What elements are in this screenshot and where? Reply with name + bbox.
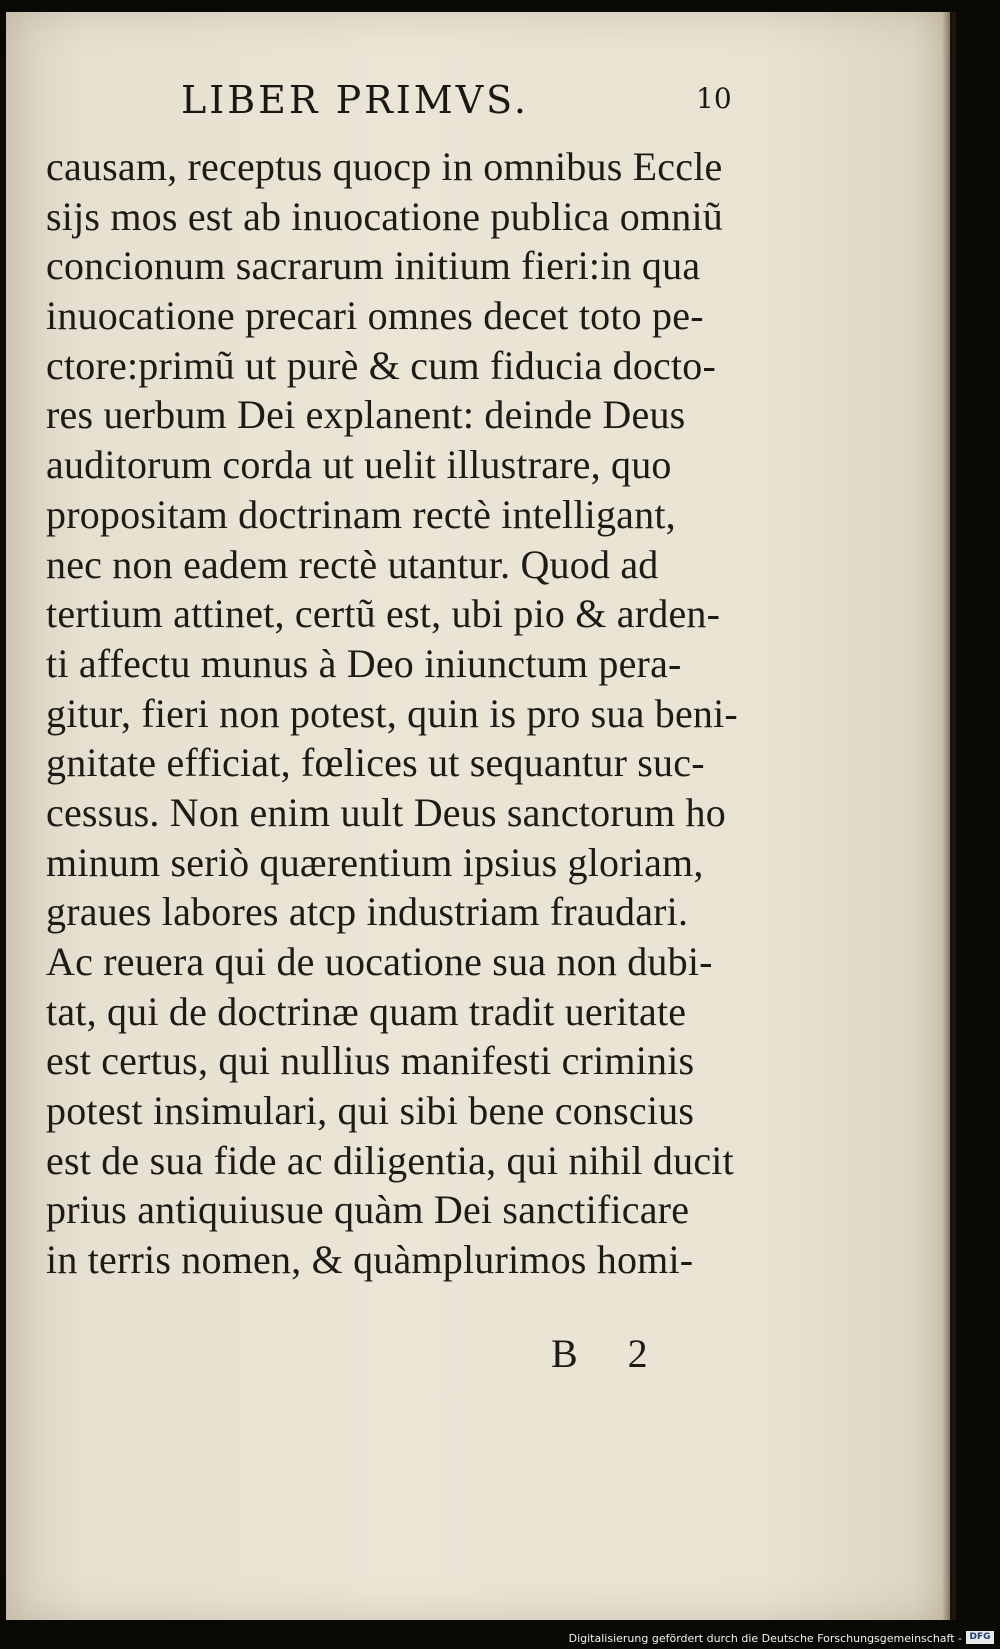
text-line: tat, qui de doctrinæ quam tradit ueritate [46,988,687,1034]
page-header [6,74,950,134]
folio-number: 10 [696,82,732,115]
text-line: inuocatione precari omnes decet toto pe- [46,293,704,339]
book-page [6,12,950,1620]
text-line: concionum sacrarum initium fieri:in qua [46,243,701,289]
text-line: res uerbum Dei explanent: deinde Deus [46,392,686,438]
funding-credit: Digitalisierung gefördert durch die Deutsche Forschungsgemeinschaft - [568,1632,962,1645]
text-line: prius antiquiusue quàm Dei sanctificare [46,1187,690,1233]
text-line: in terris nomen, & quàmplurimos homi- [46,1237,694,1283]
text-line: ctore:primũ ut purè & cum fiducia docto- [46,342,717,388]
text-line: sijs mos est ab inuocatione publica omniũ [46,193,723,239]
footer-bar [0,1620,1000,1649]
running-head: LIBER PRIMVS. [181,78,529,122]
text-line: propositam doctrinam rectè intelligant, [46,491,676,537]
text-line: auditorum corda ut uelit illustrare, quo [46,442,672,488]
text-line: Ac reuera qui de uocatione sua non dubi- [46,939,713,984]
text-line: nec non eadem rectè utantur. Quod ad [46,541,659,587]
text-line: potest insimulari, qui sibi bene conscius [46,1088,695,1134]
text-line: causam, receptus quocp in omnibus Eccle [46,144,723,189]
text-line: gnitate efficiat, fœlices ut sequantur suc- [46,740,705,786]
signature-mark: B 2 [551,1331,648,1376]
text-line: est certus, qui nullius manifesti criminis [46,1038,695,1084]
text-line: gitur, fieri non potest, quin is pro sua beni- [46,690,738,736]
text-line: ti affectu munus à Deo iniunctum pera- [46,640,682,686]
body-text [46,142,806,1285]
text-line: est de sua fide ac diligentia, qui nihil ducit [46,1137,734,1183]
text-line: minum seriò quærentium ipsius gloriam, [46,839,704,885]
text-line: cessus. Non enim uult Deus sanctorum ho [46,789,726,835]
text-line: graues labores atcp industriam fraudari. [46,889,689,935]
text-line: tertium attinet, certũ est, ubi pio & arden- [46,591,721,637]
dfg-logo-icon: DFG [966,1631,994,1644]
